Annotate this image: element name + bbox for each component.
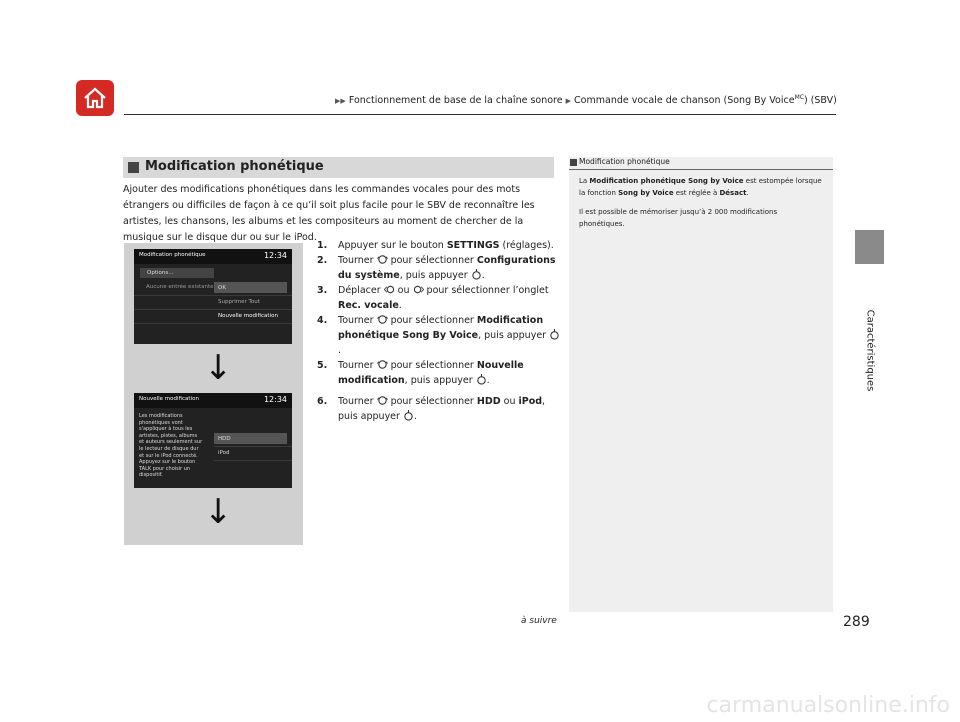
press-knob-icon (476, 374, 487, 385)
selector-knob-icon (377, 254, 388, 265)
screen1-menu-ok: OK (218, 285, 226, 291)
screen2-title: Nouvelle modification (139, 396, 199, 402)
screen1-menu-new: Nouvelle modification (218, 313, 278, 319)
screen2-message: Les modifications phonétiques vont s'appliquer à tous les artistes, pistes, albums et auteurs seulement sur le lecteur de disque dur et sur le iPod connecté. Appuyez sur le bouton TALK pour choisir un dispositif. (139, 413, 203, 479)
page-number: 289 (843, 614, 870, 630)
section-title: Modification phonétique (145, 159, 324, 174)
selector-knob-icon (377, 359, 388, 370)
header-rule (124, 114, 836, 115)
step-3: 3. Déplacer ou pour sélectionner l’onglet Rec. vocale. (317, 285, 549, 311)
selector-knob-icon (377, 314, 388, 325)
press-knob-icon (471, 269, 482, 280)
intro-paragraph: Ajouter des modifications phonétiques dans les commandes vocales pour des mots étrangers ou difficiles de façon à ce qu’il soit plus facile pour le SBV de reconnaître les artistes, les chansons, les albums et les compositeurs au moment de chercher de la musique sur le disque dur ou sur le iPod. (123, 184, 535, 243)
press-knob-icon (403, 410, 414, 421)
section-header (123, 157, 554, 178)
move-left-icon (384, 284, 395, 295)
press-knob-icon (549, 329, 560, 340)
step-6: 6. Tourner pour sélectionner HDD ou iPod, puis appuyer . (317, 396, 546, 422)
selector-knob-icon (377, 395, 388, 406)
steps-list (317, 238, 562, 424)
continued-label: à suivre (521, 616, 557, 626)
home-icon (82, 86, 108, 110)
step-2: 2. Tourner pour sélectionner Configurations du système, puis appuyer . (317, 255, 556, 281)
screen1-title: Modification phonétique (139, 252, 206, 258)
screen-phonetic-modification (134, 249, 292, 344)
screen2-menu-ipod: iPod (218, 450, 230, 456)
watermark: carmanualsonline.info (706, 693, 950, 718)
breadcrumb (335, 94, 837, 106)
side-tab-marker[interactable] (855, 230, 884, 264)
screen1-empty: Aucune entrée existante (146, 284, 214, 290)
screen-new-modification (134, 393, 292, 488)
breadcrumb-part-1[interactable]: Fonctionnement de base de la chaîne sonore (348, 95, 563, 107)
screen1-clock: 12:34 (263, 251, 287, 260)
side-note-header (569, 157, 833, 169)
section-square-icon (128, 162, 139, 173)
screen2-menu-hdd: HDD (218, 436, 231, 442)
screen2-clock: 12:34 (263, 395, 287, 404)
breadcrumb-arrow-icon: ▶ (565, 97, 572, 106)
side-note (569, 157, 833, 612)
move-right-icon (413, 284, 424, 295)
down-arrow-icon: ↓ (204, 348, 233, 388)
screenshot-panel (124, 243, 303, 545)
side-note-body: La Modification phonétique Song by Voice est estompée lorsque la fonction Song by Voice est réglée à Désact. Il est possible de mémoriser jusqu’à 2 000 modifications phonétiques. (579, 177, 822, 228)
step-5: 5. Tourner pour sélectionner Nouvelle modification, puis appuyer . (317, 360, 524, 386)
step-1: 1. Appuyer sur le bouton SETTINGS (réglages). (317, 240, 554, 251)
down-arrow-icon: ↓ (204, 492, 233, 532)
breadcrumb-part-2[interactable]: Commande vocale de chanson (Song By Voice$^{MC}$) (SBV) (574, 94, 837, 107)
step-4: 4. Tourner pour sélectionner Modification phonétique Song By Voice, puis appuyer . (317, 313, 562, 358)
home-button[interactable] (76, 80, 114, 116)
screen1-menu-delete-all: Supprimer Tout (218, 299, 260, 305)
breadcrumb-arrow-icon: ▶▶ (335, 97, 346, 106)
note-square-icon (570, 159, 577, 166)
side-tab-label: Caractéristiques (864, 309, 875, 392)
side-note-title: Modification phonétique (579, 157, 670, 166)
screen1-options: Options... (147, 270, 174, 276)
